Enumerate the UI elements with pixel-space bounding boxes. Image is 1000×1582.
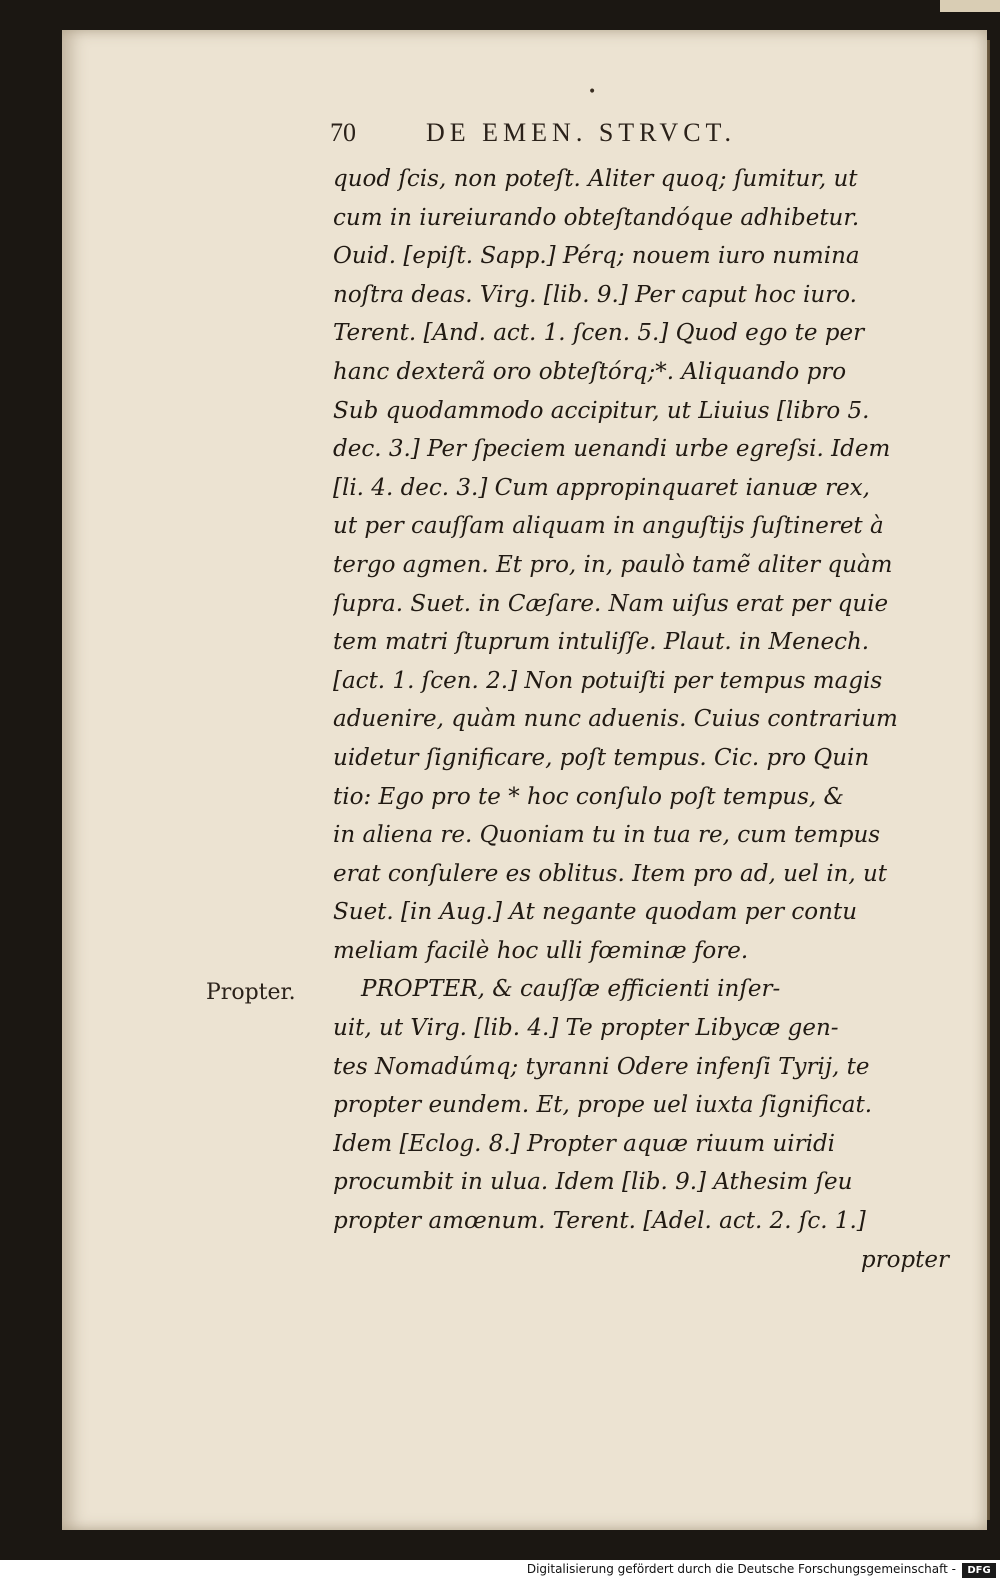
text-line: tio: Ego pro te * hoc conſulo poſt tempus, &: [333, 783, 844, 810]
catchword: propter: [860, 1246, 949, 1273]
text-line: erat conſulere es oblitus. Item pro ad, uel in, ut: [333, 860, 888, 887]
dfg-logo: DFG: [962, 1563, 996, 1578]
text-line: dec. 3.] Per ſpeciem uenandi urbe egreſsi. Idem: [333, 436, 891, 463]
text-line: tes Nomadúmq; tyranni Odere infenſi Tyrij, te: [333, 1053, 870, 1080]
text-line: tem matri ſtuprum intuliſſe. Plaut. in Menech.: [333, 629, 870, 656]
text-line: ut per cauſſam aliquam in anguſtijs ſuſtineret à: [333, 513, 884, 540]
text-line: meliam facilè hoc ulli fœminæ fore.: [333, 937, 749, 964]
corner-tag: [940, 0, 1000, 12]
footer-bar: [0, 1560, 1000, 1582]
text-line: noſtra deas. Virg. [lib. 9.] Per caput hoc iuro.: [333, 281, 857, 308]
text-line: Terent. [And. act. 1. ſcen. 5.] Quod ego te per: [333, 320, 865, 347]
text-line: [li. 4. dec. 3.] Cum appropinquaret ianuæ rex,: [333, 474, 870, 501]
text-line: Suet. [in Aug.] At negante quodam per contu: [333, 899, 858, 926]
funding-credit: Digitalisierung gefördert durch die Deutsche Forschungsgemeinschaft -: [526, 1562, 956, 1576]
text-line: hanc dexterã oro obteſtórq;*. Aliquando pro: [333, 358, 847, 385]
text-line: procumbit in ulua. Idem [lib. 9.] Athesim ſeu: [333, 1169, 853, 1196]
page-number: 70: [330, 118, 356, 147]
text-line: cum in iureiurando obteſtandóque adhibetur.: [333, 204, 860, 231]
margin-note: Propter.: [206, 980, 296, 1005]
text-line: quod ſcis, non poteſt. Aliter quoq; ſumitur, ut: [333, 166, 858, 192]
text-line: propter amœnum. Terent. [Adel. act. 2. ſc. 1.]: [333, 1208, 866, 1235]
text-line: uidetur ſignificare, poſt tempus. Cic. pro Quin: [333, 744, 870, 771]
text-block: [333, 160, 953, 1279]
running-head: [330, 118, 950, 152]
text-line: [act. 1. ſcen. 2.] Non potuiſti per tempus magis: [333, 667, 883, 694]
text-line: propter eundem. Et, prope uel iuxta ſignificat.: [333, 1092, 873, 1119]
text-line: aduenire, quàm nunc aduenis. Cuius contrarium: [333, 706, 898, 733]
text-line: PROPTER, & cauſſæ efficienti inſer-: [361, 976, 781, 1003]
text-line: Sub quodammodo accipitur, ut Liuius [libro 5.: [333, 397, 870, 424]
text-line: uit, ut Virg. [lib. 4.] Te propter Libycæ gen-: [333, 1015, 839, 1042]
running-title: DE EMEN. STRVCT.: [426, 118, 736, 147]
ink-mark: •: [588, 84, 597, 100]
text-line: in aliena re. Quoniam tu in tua re, cum tempus: [333, 822, 881, 849]
text-line: Idem [Eclog. 8.] Propter aquæ riuum uiridi: [333, 1130, 836, 1157]
text-line: tergo agmen. Et pro, in, paulò tamẽ aliter quàm: [333, 551, 893, 578]
text-line: Ouid. [epiſt. Sapp.] Pérq; nouem iuro numina: [333, 243, 860, 270]
text-line: ſupra. Suet. in Cæſare. Nam uiſus erat per quie: [333, 590, 889, 617]
